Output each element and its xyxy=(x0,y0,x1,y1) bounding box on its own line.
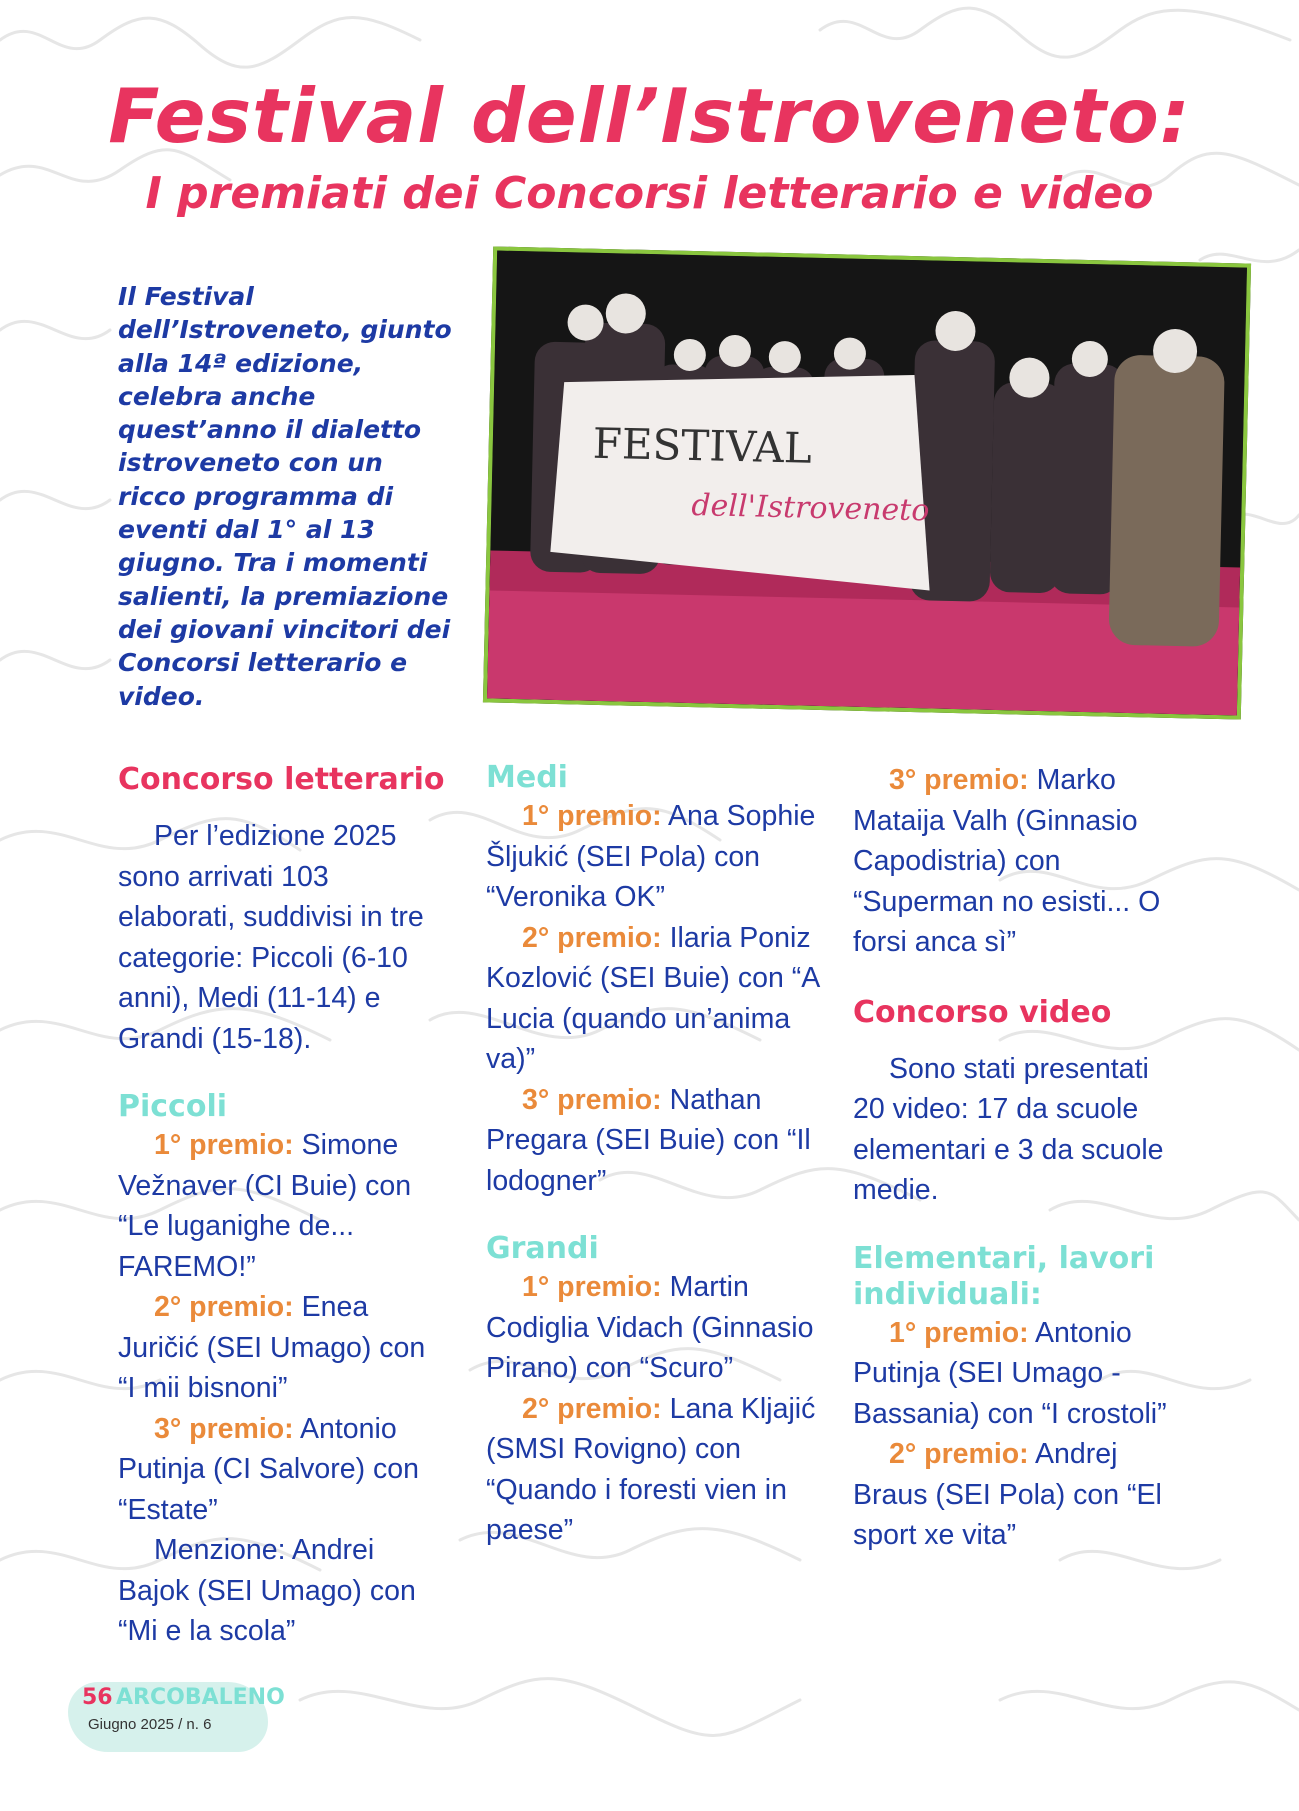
list-item: 2° premio: Lana Kljajić (SMSI Rovigno) con “Quando i foresti vien in paese” xyxy=(486,1392,816,1546)
list-item: 3° premio: Nathan Pregara (SEI Buie) con “Il lodogner” xyxy=(486,1083,811,1197)
column-1 xyxy=(118,760,448,1652)
magazine-name: ARCOBALENO xyxy=(116,1685,285,1710)
list-item: 1° premio: Simone Vežnaver (CI Buie) con “Le luganighe de... FAREMO!” xyxy=(118,1129,412,1283)
mention-item: Menzione: Andrei Bajok (SEI Umago) con “Mi e la scola” xyxy=(118,1534,416,1647)
page-title: Festival dell’Istroveneto: xyxy=(108,72,1191,160)
page-number: 56 xyxy=(82,1685,113,1710)
festival-photo xyxy=(483,246,1251,719)
heading-piccoli: Piccoli xyxy=(118,1089,228,1124)
list-item: 3° premio: Antonio Putinja (CI Salvore) con “Estate” xyxy=(118,1412,419,1526)
heading-concorso-video: Concorso video xyxy=(853,994,1112,1030)
concorso-video-paragraph: Sono stati presentati 20 video: 17 da scuole elementari e 3 da scuole medie. xyxy=(853,1052,1164,1206)
issue-info: Giugno 2025 / n. 6 xyxy=(88,1716,212,1733)
intro-paragraph: Il Festival dell’Istroveneto, giunto alla 14ª edizione, celebra anche quest’anno il dialetto istroveneto con un ricco programma di eventi dal 1° al 13 giugno. Tra i momenti salienti, la premiazione dei giovani vincitori dei Concorsi letterario e video. xyxy=(118,282,452,711)
list-item: 2° premio: Ilaria Poniz Kozlović (SEI Buie) con “A Lucia (quando un’anima va)” xyxy=(486,921,819,1075)
list-item: 1° premio: Ana Sophie Šljukić (SEI Pola) con “Veronika OK” xyxy=(486,800,816,913)
banner-text-festival: FESTIVAL xyxy=(592,418,813,473)
column-3 xyxy=(853,760,1188,1556)
list-item: 2° premio: Enea Juričić (SEI Umago) con “I mii bisnoni” xyxy=(118,1291,426,1404)
concorso-letterario-paragraph: Per l’edizione 2025 sono arrivati 103 elaborati, suddivisi in tre categorie: Piccoli (6-10 anni), Medi (11-14) e Grandi (15-18). xyxy=(118,820,424,1055)
list-item: 1° premio: Martin Codiglia Vidach (Ginnasio Pirano) con “Scuro” xyxy=(486,1271,814,1384)
list-item: 2° premio: Andrej Braus (SEI Pola) con “El sport xe vita” xyxy=(853,1438,1162,1551)
heading-concorso-letterario: Concorso letterario xyxy=(118,762,445,797)
column-2 xyxy=(486,760,821,1551)
list-item: 3° premio: Marko Mataija Valh (Ginnasio Capodistria) con “Superman no esisti... O forsi anca sì” xyxy=(853,764,1161,958)
banner-text-istroveneto: dell'Istroveneto xyxy=(691,488,930,529)
heading-medi: Medi xyxy=(486,760,568,795)
heading-elementari: Elementari, lavori individuali: xyxy=(853,1240,1155,1312)
heading-grandi: Grandi xyxy=(486,1231,599,1266)
list-item: 1° premio: Antonio Putinja (SEI Umago - Bassania) con “I crostoli” xyxy=(853,1316,1167,1430)
page-subtitle: I premiati dei Concorsi letterario e video xyxy=(145,168,1154,219)
